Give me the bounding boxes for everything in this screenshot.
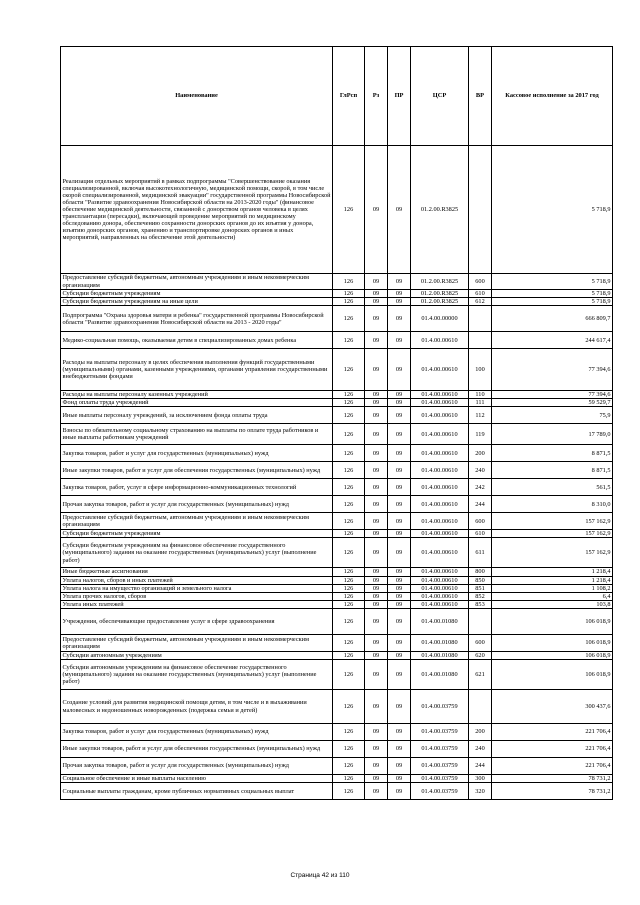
table-row <box>61 568 613 576</box>
row-csr: 01.4.00.00610 <box>411 568 469 576</box>
row-name: Уплата налогов, сборов и иных платежей <box>61 576 333 584</box>
row-name: Иные выплаты персоналу учреждений, за исключением фонда оплаты труда <box>61 407 333 424</box>
row-name: Взносы по обязательному социальному страхованию на выплаты по оплате труда работников и иные выплаты работникам учреждений <box>61 424 333 445</box>
table-row <box>61 445 613 462</box>
row-name: Иные закупки товаров, работ и услуг для обеспечения государственных (муниципальных) нужд <box>61 462 333 479</box>
row-amount: 5 718,9 <box>492 290 613 298</box>
row-rz: 09 <box>365 608 388 634</box>
row-grs: 126 <box>333 741 365 758</box>
row-csr: 01.2.00.R3825 <box>411 298 469 306</box>
row-pr: 09 <box>388 634 411 651</box>
row-grs: 126 <box>333 274 365 290</box>
row-amount: 157 162,9 <box>492 538 613 568</box>
row-amount: 59 529,7 <box>492 399 613 407</box>
table-row <box>61 634 613 651</box>
table-row <box>61 576 613 584</box>
row-pr: 09 <box>388 298 411 306</box>
row-rz: 09 <box>365 306 388 332</box>
table-row <box>61 724 613 741</box>
row-amount: 78 731,2 <box>492 783 613 800</box>
row-vr: 242 <box>469 479 492 496</box>
row-csr: 01.4.00.00610 <box>411 424 469 445</box>
row-grs: 126 <box>333 407 365 424</box>
row-grs: 126 <box>333 349 365 391</box>
row-pr: 09 <box>388 407 411 424</box>
row-pr: 09 <box>388 530 411 538</box>
row-csr: 01.4.00.00610 <box>411 496 469 513</box>
row-csr: 01.4.00.01080 <box>411 634 469 651</box>
row-vr: 610 <box>469 290 492 298</box>
row-pr: 09 <box>388 592 411 600</box>
row-pr: 09 <box>388 290 411 298</box>
row-vr: 300 <box>469 775 492 783</box>
row-grs: 126 <box>333 298 365 306</box>
row-vr: 200 <box>469 445 492 462</box>
table-row <box>61 690 613 724</box>
row-csr: 01.4.00.00610 <box>411 349 469 391</box>
row-vr: 100 <box>469 349 492 391</box>
row-amount: 244 617,4 <box>492 332 613 349</box>
row-amount: 221 706,4 <box>492 758 613 775</box>
row-amount: 561,5 <box>492 479 613 496</box>
row-amount: 300 437,6 <box>492 690 613 724</box>
table-row <box>61 306 613 332</box>
table-row <box>61 538 613 568</box>
row-pr: 09 <box>388 462 411 479</box>
row-name: Предоставление субсидий бюджетным, автономным учреждениям и иным некоммерческим организациям <box>61 513 333 530</box>
row-name: Социальное обеспечение и иные выплаты населению <box>61 775 333 783</box>
row-pr: 09 <box>388 724 411 741</box>
row-csr: 01.4.00.00000 <box>411 306 469 332</box>
row-rz: 09 <box>365 634 388 651</box>
row-name: Учреждения, обеспечивающие предоставление услуг в сфере здравоохранения <box>61 608 333 634</box>
row-pr: 09 <box>388 690 411 724</box>
row-pr: 09 <box>388 576 411 584</box>
row-rz: 09 <box>365 445 388 462</box>
row-vr: 611 <box>469 538 492 568</box>
row-rz: 09 <box>365 775 388 783</box>
row-vr <box>469 690 492 724</box>
row-csr: 01.4.00.00610 <box>411 600 469 608</box>
row-csr: 01.4.00.00610 <box>411 592 469 600</box>
header-pr: ПР <box>388 47 411 146</box>
row-pr: 09 <box>388 758 411 775</box>
row-amount: 8 310,0 <box>492 496 613 513</box>
row-amount: 106 018,9 <box>492 608 613 634</box>
row-name: Уплата налога на имущество организаций и земельного налога <box>61 584 333 592</box>
row-amount: 5 718,9 <box>492 274 613 290</box>
row-rz: 09 <box>365 568 388 576</box>
row-amount: 157 162,9 <box>492 530 613 538</box>
row-csr: 01.4.00.00610 <box>411 576 469 584</box>
row-amount: 157 162,9 <box>492 513 613 530</box>
row-pr: 09 <box>388 349 411 391</box>
table-row <box>61 349 613 391</box>
table-row <box>61 530 613 538</box>
row-csr: 01.4.00.03759 <box>411 741 469 758</box>
row-rz: 09 <box>365 690 388 724</box>
row-vr: 621 <box>469 660 492 690</box>
table-row <box>61 741 613 758</box>
row-rz: 09 <box>365 651 388 659</box>
table-row <box>61 407 613 424</box>
row-csr: 01.4.00.00610 <box>411 538 469 568</box>
row-amount: 221 706,4 <box>492 724 613 741</box>
row-amount: 77 394,6 <box>492 391 613 399</box>
row-grs: 126 <box>333 306 365 332</box>
row-csr: 01.4.00.00610 <box>411 462 469 479</box>
row-pr: 09 <box>388 274 411 290</box>
row-csr: 01.4.00.03759 <box>411 783 469 800</box>
row-csr: 01.2.00.R3825 <box>411 274 469 290</box>
row-csr: 01.4.00.03759 <box>411 724 469 741</box>
row-rz: 09 <box>365 274 388 290</box>
row-vr: 600 <box>469 513 492 530</box>
row-name: Субсидии бюджетным учреждениям на финансовое обеспечение государственного (муниципального) задания на оказание государственных (муниципальных) услуг (выполнение работ) <box>61 538 333 568</box>
row-csr: 01.4.00.00610 <box>411 407 469 424</box>
row-rz: 09 <box>365 407 388 424</box>
row-grs: 126 <box>333 724 365 741</box>
header-vr: ВР <box>469 47 492 146</box>
row-pr: 09 <box>388 479 411 496</box>
row-vr <box>469 332 492 349</box>
row-grs: 126 <box>333 538 365 568</box>
row-csr: 01.4.00.00610 <box>411 530 469 538</box>
row-amount: 106 018,9 <box>492 651 613 659</box>
row-pr: 09 <box>388 424 411 445</box>
row-csr: 01.4.00.01080 <box>411 660 469 690</box>
table-row <box>61 274 613 290</box>
row-name: Расходы на выплаты персоналу казенных учреждений <box>61 391 333 399</box>
row-rz: 09 <box>365 462 388 479</box>
row-name: Субсидии автономным учреждениям <box>61 651 333 659</box>
row-grs: 126 <box>333 576 365 584</box>
row-rz: 09 <box>365 399 388 407</box>
row-name: Закупка товаров, работ и услуг для государственных (муниципальных) нужд <box>61 724 333 741</box>
row-pr: 09 <box>388 538 411 568</box>
row-pr: 09 <box>388 445 411 462</box>
header-csr: ЦСР <box>411 47 469 146</box>
row-grs: 126 <box>333 608 365 634</box>
table-row <box>61 660 613 690</box>
row-grs: 126 <box>333 290 365 298</box>
table-row <box>61 513 613 530</box>
row-rz: 09 <box>365 724 388 741</box>
row-csr: 01.4.00.00610 <box>411 391 469 399</box>
row-rz: 09 <box>365 600 388 608</box>
row-csr: 01.4.00.00610 <box>411 584 469 592</box>
row-vr: 244 <box>469 496 492 513</box>
row-amount: 75,9 <box>492 407 613 424</box>
row-pr: 09 <box>388 332 411 349</box>
row-amount: 8 871,5 <box>492 462 613 479</box>
row-rz: 09 <box>365 332 388 349</box>
row-grs: 126 <box>333 445 365 462</box>
header-grs: ГлРсп <box>333 47 365 146</box>
row-vr <box>469 146 492 274</box>
row-pr: 09 <box>388 306 411 332</box>
row-rz: 09 <box>365 584 388 592</box>
row-name: Прочая закупка товаров, работ и услуг для государственных (муниципальных) нужд <box>61 496 333 513</box>
row-vr: 111 <box>469 399 492 407</box>
row-amount: 1 218,4 <box>492 576 613 584</box>
row-amount: 5 718,9 <box>492 298 613 306</box>
row-rz: 09 <box>365 391 388 399</box>
table-row <box>61 651 613 659</box>
table-row <box>61 584 613 592</box>
row-name: Расходы на выплаты персоналу в целях обеспечения выполнения функций государственными (муниципальными) органами, казенными учреждениями, органами управления государственными внебюджетными фондами <box>61 349 333 391</box>
row-rz: 09 <box>365 349 388 391</box>
row-csr: 01.4.00.01080 <box>411 651 469 659</box>
row-name: Предоставление субсидий бюджетным, автономным учреждениям и иным некоммерческим организациям <box>61 634 333 651</box>
table-row <box>61 298 613 306</box>
row-name: Медико-социальная помощь, оказываемая детям в специализированных домах ребенка <box>61 332 333 349</box>
row-name: Фонд оплаты труда учреждений <box>61 399 333 407</box>
table-row <box>61 332 613 349</box>
row-grs: 126 <box>333 424 365 445</box>
row-pr: 09 <box>388 399 411 407</box>
header-rz: Рз <box>365 47 388 146</box>
row-name: Закупка товаров, работ и услуг для государственных (муниципальных) нужд <box>61 445 333 462</box>
row-vr: 852 <box>469 592 492 600</box>
row-amount: 77 394,6 <box>492 349 613 391</box>
row-pr: 09 <box>388 391 411 399</box>
row-pr: 09 <box>388 608 411 634</box>
row-name: Субсидии бюджетным учреждениям <box>61 290 333 298</box>
row-vr: 200 <box>469 724 492 741</box>
row-grs: 126 <box>333 660 365 690</box>
table-row <box>61 424 613 445</box>
row-amount: 1 218,4 <box>492 568 613 576</box>
row-csr: 01.2.00.R3825 <box>411 146 469 274</box>
row-vr: 600 <box>469 634 492 651</box>
row-name: Субсидии бюджетным учреждениям <box>61 530 333 538</box>
table-row <box>61 479 613 496</box>
row-name: Закупка товаров, работ, услуг в сфере информационно-коммуникационных технологий <box>61 479 333 496</box>
row-rz: 09 <box>365 530 388 538</box>
row-rz: 09 <box>365 592 388 600</box>
row-amount: 1 108,2 <box>492 584 613 592</box>
row-amount: 103,8 <box>492 600 613 608</box>
row-vr <box>469 608 492 634</box>
row-csr: 01.4.00.00610 <box>411 445 469 462</box>
row-grs: 126 <box>333 568 365 576</box>
row-amount: 8 871,5 <box>492 445 613 462</box>
row-name: Уплата прочих налогов, сборов <box>61 592 333 600</box>
table-row <box>61 600 613 608</box>
row-pr: 09 <box>388 146 411 274</box>
row-vr: 240 <box>469 462 492 479</box>
table-row <box>61 391 613 399</box>
table-row <box>61 496 613 513</box>
row-amount: 106 018,9 <box>492 634 613 651</box>
row-pr: 09 <box>388 775 411 783</box>
row-grs: 126 <box>333 690 365 724</box>
row-amount: 666 809,7 <box>492 306 613 332</box>
row-csr: 01.4.00.03759 <box>411 690 469 724</box>
row-pr: 09 <box>388 496 411 513</box>
row-pr: 09 <box>388 651 411 659</box>
row-vr: 612 <box>469 298 492 306</box>
row-vr: 620 <box>469 651 492 659</box>
row-pr: 09 <box>388 783 411 800</box>
row-rz: 09 <box>365 290 388 298</box>
row-vr: 110 <box>469 391 492 399</box>
row-rz: 09 <box>365 741 388 758</box>
row-csr: 01.4.00.01080 <box>411 608 469 634</box>
row-grs: 126 <box>333 496 365 513</box>
row-grs: 126 <box>333 758 365 775</box>
table-header-row <box>61 47 613 146</box>
row-vr: 800 <box>469 568 492 576</box>
table-row <box>61 146 613 274</box>
row-name: Иные закупки товаров, работ и услуг для обеспечения государственных (муниципальных) нужд <box>61 741 333 758</box>
row-name: Создание условий для развития медицинской помощи детям, в том числе и в выхаживании маловесных и недоношенных новорожденных (подержка семьи и детей) <box>61 690 333 724</box>
row-name: Субсидии бюджетным учреждениям на иные цели <box>61 298 333 306</box>
row-grs: 126 <box>333 513 365 530</box>
row-vr: 600 <box>469 274 492 290</box>
row-amount: 78 731,2 <box>492 775 613 783</box>
row-grs: 126 <box>333 399 365 407</box>
row-rz: 09 <box>365 496 388 513</box>
row-vr <box>469 306 492 332</box>
table-row <box>61 783 613 800</box>
row-rz: 09 <box>365 298 388 306</box>
row-grs: 126 <box>333 391 365 399</box>
row-grs: 126 <box>333 530 365 538</box>
row-rz: 09 <box>365 660 388 690</box>
row-csr: 01.4.00.03759 <box>411 758 469 775</box>
row-vr: 112 <box>469 407 492 424</box>
row-rz: 09 <box>365 758 388 775</box>
row-grs: 126 <box>333 634 365 651</box>
row-csr: 01.4.00.03759 <box>411 775 469 783</box>
budget-execution-table <box>60 46 613 800</box>
row-pr: 09 <box>388 660 411 690</box>
row-pr: 09 <box>388 513 411 530</box>
row-amount: 221 706,4 <box>492 741 613 758</box>
row-csr: 01.4.00.00610 <box>411 399 469 407</box>
row-rz: 09 <box>365 513 388 530</box>
row-pr: 09 <box>388 568 411 576</box>
table-row <box>61 592 613 600</box>
row-grs: 126 <box>333 592 365 600</box>
table-row <box>61 758 613 775</box>
row-amount: 6,4 <box>492 592 613 600</box>
table-row <box>61 462 613 479</box>
row-grs: 126 <box>333 783 365 800</box>
row-name: Подпрограмма "Охрана здоровья матери и ребенка" государственной программы Новосибирской области "Развитие здравоохранения Новосибирской области на 2013 - 2020 годы" <box>61 306 333 332</box>
row-grs: 126 <box>333 600 365 608</box>
row-name: Реализация отдельных мероприятий в рамках подпрограммы "Совершенствование оказания специализированной, включая высокотехнологичную, медицинской помощи, скорой, в том числе скорой специализированной, медицинской эвакуации" государственной программы Новосибирской области "Развитие здравоохранения Новосибирской области на 2013-2020 годы" (финансовое обеспечение медицинской деятельности, связанной с донорством органов человека в целях трансплантации (пересадки), включающей проведение мероприятий по медицинскому обследованию донора, обеспечению сохранности донорских органов до их изъятия у донора, изъятию донорских органов, хранению и транспортировке донорских органов и иных мероприятий, направленных на обеспечение этой деятельности) <box>61 146 333 274</box>
row-rz: 09 <box>365 479 388 496</box>
page-number: Страница 42 из 110 <box>290 872 350 879</box>
row-vr: 850 <box>469 576 492 584</box>
header-amount: Кассовое исполнение за 2017 год <box>492 47 613 146</box>
row-pr: 09 <box>388 600 411 608</box>
row-amount: 106 018,9 <box>492 660 613 690</box>
row-grs: 126 <box>333 775 365 783</box>
row-grs: 126 <box>333 479 365 496</box>
table-row <box>61 608 613 634</box>
header-name: Наименование <box>61 47 333 146</box>
row-name: Субсидии автономным учреждениям на финансовое обеспечение государственного (муниципального) задания на оказание государственных (муниципальных) услуг (выполнение работ) <box>61 660 333 690</box>
row-name: Иные бюджетные ассигнования <box>61 568 333 576</box>
row-grs: 126 <box>333 146 365 274</box>
row-vr: 610 <box>469 530 492 538</box>
table-row <box>61 399 613 407</box>
row-vr: 320 <box>469 783 492 800</box>
row-name: Уплата иных платежей <box>61 600 333 608</box>
row-grs: 126 <box>333 584 365 592</box>
table-row <box>61 775 613 783</box>
row-csr: 01.4.00.00610 <box>411 332 469 349</box>
row-vr: 244 <box>469 758 492 775</box>
row-grs: 126 <box>333 462 365 479</box>
row-name: Прочая закупка товаров, работ и услуг для государственных (муниципальных) нужд <box>61 758 333 775</box>
row-pr: 09 <box>388 741 411 758</box>
row-amount: 5 718,9 <box>492 146 613 274</box>
row-grs: 126 <box>333 651 365 659</box>
row-vr: 119 <box>469 424 492 445</box>
row-csr: 01.4.00.00610 <box>411 479 469 496</box>
row-vr: 240 <box>469 741 492 758</box>
row-rz: 09 <box>365 146 388 274</box>
row-vr: 853 <box>469 600 492 608</box>
row-csr: 01.4.00.00610 <box>411 513 469 530</box>
row-name: Предоставление субсидий бюджетным, автономным учреждениям и иным некоммерческим организациям <box>61 274 333 290</box>
row-grs: 126 <box>333 332 365 349</box>
table-row <box>61 290 613 298</box>
row-rz: 09 <box>365 783 388 800</box>
row-csr: 01.2.00.R3825 <box>411 290 469 298</box>
row-pr: 09 <box>388 584 411 592</box>
row-amount: 17 789,0 <box>492 424 613 445</box>
row-rz: 09 <box>365 576 388 584</box>
row-rz: 09 <box>365 538 388 568</box>
row-vr: 851 <box>469 584 492 592</box>
row-rz: 09 <box>365 424 388 445</box>
row-name: Социальные выплаты гражданам, кроме публичных нормативных социальных выплат <box>61 783 333 800</box>
